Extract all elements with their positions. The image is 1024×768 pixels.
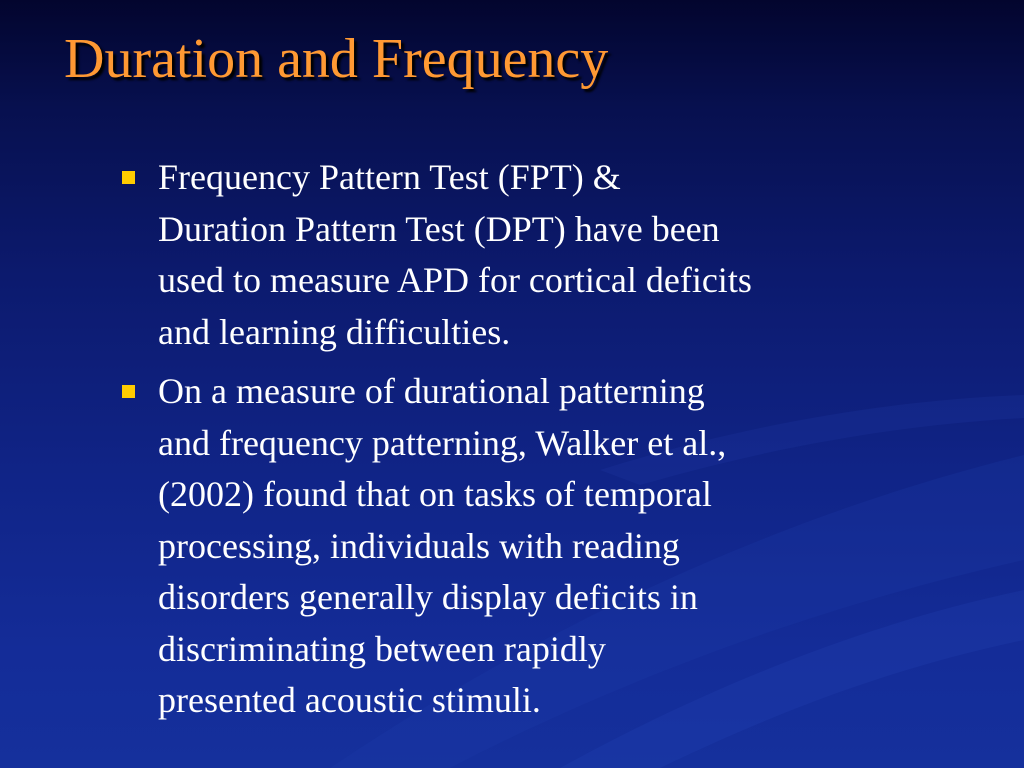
square-bullet-icon (122, 385, 135, 398)
bullet-item (117, 152, 997, 358)
bullet-text: Frequency Pattern Test (FPT) & Duration Pattern Test (DPT) have been used to measure APD for cortical deficits and learning difficulties. (158, 157, 752, 352)
bullet-text: On a measure of durational patterning and frequency patterning, Walker et al., (2002) found that on tasks of temporal processing, individuals with reading disorders generally display deficits in discriminating between rapidly presented acoustic stimuli. (158, 371, 727, 720)
bullet-list (117, 152, 997, 735)
square-bullet-icon (122, 171, 135, 184)
bullet-item (117, 366, 997, 727)
slide-title: Duration and Frequency (64, 28, 609, 90)
